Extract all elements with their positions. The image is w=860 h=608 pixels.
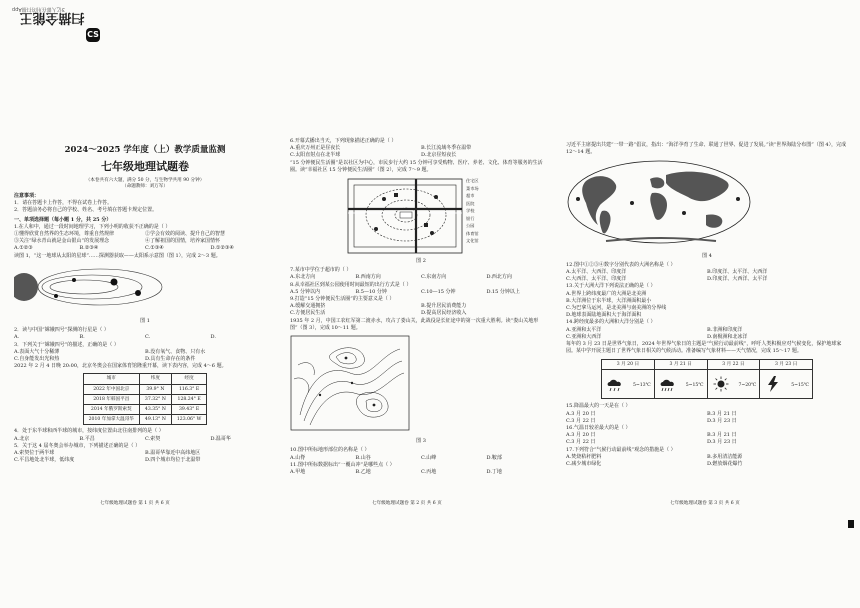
question-12-options bbox=[566, 269, 848, 283]
option: C.3 月 22 日 bbox=[566, 417, 596, 424]
option: A.表面大气十分稀薄 bbox=[14, 348, 60, 355]
option: B.没有氧气、食物、只有水 bbox=[145, 348, 206, 355]
legend-item: 银行 bbox=[466, 215, 475, 221]
cell: 39.43° E bbox=[171, 405, 207, 415]
table-row bbox=[83, 415, 207, 425]
community-map bbox=[346, 177, 464, 255]
question-8: 8.从幸福社区到某公园使用时间最短的出行方式是（ ） bbox=[290, 281, 412, 288]
page-3-footer: 七年级地理试题卷 第 3 页 共 6 页 bbox=[670, 501, 740, 506]
app-name: 扫描全能王 bbox=[19, 10, 85, 25]
question-11-options bbox=[290, 469, 552, 476]
option: B.多用清洁能源 bbox=[707, 453, 743, 460]
cell: 128.24° E bbox=[171, 394, 207, 404]
question-2: 2．读与中国“嫦娥四号”探测的行星是（ ） bbox=[14, 327, 109, 334]
option: D.3 月 23 日 bbox=[707, 439, 737, 446]
option: C.东南方向 bbox=[421, 274, 447, 281]
option: D.丁地 bbox=[486, 469, 502, 476]
question-9-options bbox=[290, 303, 552, 317]
cloud-rain-icon bbox=[605, 378, 627, 392]
option: D.西北方向 bbox=[486, 274, 512, 281]
legend-item: 医院 bbox=[466, 200, 475, 206]
option: B.印度洋、太平洋、大西洋 bbox=[707, 269, 768, 276]
option: C.丙地 bbox=[421, 469, 437, 476]
option: D.印度洋、大西洋、太平洋 bbox=[707, 276, 768, 283]
contour-map-figure bbox=[290, 335, 410, 431]
app-tagline: 3亿人都在用的扫描App bbox=[12, 6, 65, 12]
community-map-figure bbox=[346, 177, 496, 255]
question-8-options bbox=[290, 289, 552, 296]
option: C.①③④ bbox=[145, 245, 164, 252]
option: D.提高居民经济收入 bbox=[421, 310, 467, 317]
weather-date: 3 月 23 日 bbox=[760, 360, 812, 370]
option: C.大西洋、太平洋、印度洋 bbox=[566, 276, 627, 283]
weather-cell bbox=[602, 370, 654, 398]
weather-cell bbox=[655, 370, 707, 398]
question-6: 6.开幕式播出当天，下列现象描述正确的是（ ） bbox=[290, 138, 397, 144]
passage-4-6: 2022 年 2 月 4 日晚 20:00，北京冬奥会在国家体育馆隆重开幕，读下表内容，完成 4～6 题。 bbox=[14, 363, 227, 370]
option: C.山峰 bbox=[421, 454, 437, 461]
question-4: 4．处于东半球和西半球的城市，按纬度位置由北往南排列的是（ ） bbox=[14, 428, 164, 435]
notice-item: 1．请在答题卡上作答，不得在试卷上作答。 bbox=[14, 200, 113, 207]
option: B.3 月 21 日 bbox=[707, 410, 737, 417]
option: A.世界上跨纬度最广的大洲是北美洲 bbox=[566, 290, 647, 297]
option: B.西南方向 bbox=[355, 274, 381, 281]
passage-10-11: 1935 年 2 月，中国工农红军第二渡赤水，攻占了娄山关，此战役是长征途中的第一次重大胜利。读“娄山关地形图”（图 3），完成 10～11 题。 bbox=[290, 317, 539, 331]
question-15: 15.降温最大的一天是在（ ） bbox=[566, 403, 631, 410]
table-row bbox=[83, 394, 207, 404]
page-3 bbox=[566, 142, 848, 468]
scan-edge-marker bbox=[848, 520, 854, 528]
cell: 2010 年加拿大温哥华 bbox=[83, 415, 139, 425]
table-header: 经度 bbox=[171, 374, 207, 384]
weather-temp: 5~13℃ bbox=[632, 383, 651, 389]
question-3-options bbox=[14, 349, 276, 363]
question-3: 3．下列关于“嫦娥四号”的描述，正确的是（ ） bbox=[14, 341, 119, 348]
world-map-figure bbox=[566, 159, 752, 245]
weather-day bbox=[708, 360, 761, 398]
option: D.具有生命存在的条件 bbox=[145, 356, 196, 363]
question-17: 17.下列符合“气候行动最前线”观念的措施是（ ） bbox=[566, 446, 676, 453]
option: A. bbox=[14, 334, 20, 341]
option: B.3 月 21 日 bbox=[707, 432, 737, 439]
option: B.5—10 分钟 bbox=[355, 288, 387, 295]
option: C.亚洲和大西洋 bbox=[566, 333, 602, 340]
option: A.太平洋、大西洋、印度洋 bbox=[566, 269, 627, 276]
option: A.甲地 bbox=[290, 469, 306, 476]
question-7-options bbox=[290, 274, 552, 281]
lightning-icon bbox=[766, 376, 780, 392]
option: D.鞍部 bbox=[486, 454, 502, 461]
olympic-city-table bbox=[83, 373, 208, 425]
option: C.方便居民生活 bbox=[290, 310, 326, 317]
legend-item: 公园 bbox=[466, 223, 475, 229]
question-15-options bbox=[566, 411, 848, 425]
statement: ③关注“绿水青山就是金山银山”的发展理念 bbox=[14, 238, 110, 245]
option: A.缓解交通拥挤 bbox=[290, 303, 326, 310]
option: A.①②③ bbox=[14, 245, 33, 252]
option: B.乙地 bbox=[355, 469, 371, 476]
cell: 43.35° N bbox=[139, 405, 171, 415]
question-2-options bbox=[14, 334, 276, 341]
question-4-options bbox=[14, 436, 276, 443]
weather-day bbox=[655, 360, 708, 398]
option: D.15 分钟以上 bbox=[486, 288, 520, 295]
option: C.自身能发出光和热 bbox=[14, 356, 60, 363]
legend-item: 超市 bbox=[466, 193, 475, 199]
option: D.①②③④ bbox=[210, 245, 234, 252]
cell: 39.9° N bbox=[139, 384, 171, 394]
statement: ②学会有效的阅读、提升自己的智慧 bbox=[145, 231, 226, 238]
question-9: 9.打造“15 分钟便民生活圈”的主要意义是（ ） bbox=[290, 296, 395, 303]
question-10: 10.图中所标地形部位的名称是（ ） bbox=[290, 447, 370, 454]
option: B.②③④ bbox=[79, 245, 99, 252]
option: B.山谷 bbox=[355, 454, 371, 461]
cell: 37.32° N bbox=[139, 394, 171, 404]
legend-item: 菜市场 bbox=[466, 185, 479, 191]
map-legend bbox=[466, 177, 479, 245]
passage-2-3: 读图 1，“这一地球从太阳的星球”……探测器获取——太阳系示意图（图 1），完成 2～3 题。 bbox=[14, 252, 221, 259]
section-heading: 一、单项选择题（每小题 1 分，共 25 分） bbox=[14, 216, 112, 223]
passage-7-9: “15 分钟便民生活圈”是以社区为中心，市民步行大约 15 分钟可享受购物、医疗、养老、文化、体育等服务的生活圈。读“幸福社区 15 分钟便民生活圈”（图 2），完成 7～9 题。 bbox=[290, 159, 543, 173]
exam-title: 七年级地理试题卷 bbox=[101, 160, 189, 173]
question-16-options bbox=[566, 432, 848, 446]
option: A.亚洲和太平洋 bbox=[566, 326, 602, 333]
weather-forecast-table bbox=[601, 359, 813, 399]
page-2-footer: 七年级地理试题卷 第 2 页 共 6 页 bbox=[372, 501, 442, 506]
legend-item: 文化馆 bbox=[466, 238, 479, 244]
statement: ①懂得欣赏自然界的生态环境，尊重自然规律 bbox=[14, 231, 115, 238]
legend-item: 体育馆 bbox=[466, 230, 479, 236]
page-1 bbox=[14, 138, 276, 464]
legend-item: 学校 bbox=[466, 208, 475, 214]
question-11: 11.图中所标数据标出“一覆山冲”是哪些点（ ） bbox=[290, 461, 395, 468]
table-header: 纬度 bbox=[139, 374, 171, 384]
figure-1-caption: 图 1 bbox=[140, 318, 150, 325]
page-2 bbox=[290, 138, 552, 476]
option: A.3 月 20 日 bbox=[566, 410, 596, 417]
sun-icon bbox=[14, 273, 38, 301]
rain-icon bbox=[658, 378, 680, 392]
question-13: 13.关于大洲大洋下列说法正确的是（ ） bbox=[566, 283, 656, 290]
question-6-options bbox=[290, 145, 552, 159]
option: C.太阳直射点在北半球 bbox=[290, 152, 341, 159]
figure-3-caption: 图 3 bbox=[416, 438, 426, 445]
option: C.平昌地处北半球，低纬度 bbox=[14, 457, 75, 464]
option: C.3 月 22 日 bbox=[566, 439, 596, 446]
option: D. bbox=[210, 334, 216, 341]
weather-temp: 5~15℃ bbox=[685, 383, 704, 389]
passage-15-17: 每年的 3 月 23 日是世界气象日，2024 年世界气象日的主题是“气候行动最前线”，呼吁人类积极应对气候变化，保护地球家园。某中学开展主题日了世界气象日相关的气候活动。准备编写气象材料——天气情况，完成 15～17 题。 bbox=[566, 341, 842, 355]
option: A.焚烧秸秆肥料 bbox=[566, 453, 602, 460]
page-1-footer: 七年级地理试题卷 第 1 页 共 6 页 bbox=[100, 501, 170, 506]
weather-cell bbox=[760, 370, 812, 398]
question-16: 16.气温日较差最大的是（ ） bbox=[566, 425, 631, 432]
exam-year-title: 2024～2025 学年度（上）教学质量监测 bbox=[64, 145, 226, 155]
option: B. bbox=[79, 334, 85, 341]
weather-day bbox=[602, 360, 655, 398]
question-7: 7.某市中学位于超市的（ ） bbox=[290, 267, 352, 274]
option: D.四个城市均位于北温带 bbox=[145, 457, 201, 464]
weather-day bbox=[760, 360, 812, 398]
notice-heading: 注意事项： bbox=[14, 193, 40, 199]
option: A.北京 bbox=[14, 435, 30, 442]
option: D.温哥华 bbox=[210, 435, 231, 442]
weather-cell bbox=[708, 370, 760, 398]
weather-temp: 7~20℃ bbox=[738, 383, 757, 389]
option: C. bbox=[145, 334, 151, 341]
question-14-options bbox=[566, 327, 848, 341]
question-14: 14.跨经度最多的大洲和大洋分别是（ ） bbox=[566, 319, 656, 326]
option: A.索契位于两半球 bbox=[14, 450, 55, 457]
question-17-options bbox=[566, 454, 848, 468]
solar-system-figure bbox=[14, 263, 164, 311]
option: A.3 月 20 日 bbox=[566, 432, 596, 439]
weather-date: 3 月 21 日 bbox=[655, 360, 707, 370]
question-1: 1.在人和中，通过一段时间地理学习，下列小明的收获不正确的是（ ） bbox=[14, 223, 171, 230]
option: A.5 分钟以内 bbox=[290, 288, 320, 295]
option: C.为巴拿马运河，是北美洲与南美洲的分界线 bbox=[566, 305, 667, 312]
option: D.燃放烟花爆竹 bbox=[707, 461, 743, 468]
option: B.平昌 bbox=[79, 435, 95, 442]
cell: 2014 年俄罗斯索契 bbox=[83, 405, 139, 415]
option: A.山脊 bbox=[290, 454, 306, 461]
option: C.减少城市绿化 bbox=[566, 461, 602, 468]
cell: 116.3° E bbox=[171, 384, 207, 394]
table-row bbox=[83, 384, 207, 394]
question-5: 5．关于这 4 届冬奥会举办城市，下列描述正确的是（ ） bbox=[14, 442, 141, 449]
exam-author: （命题教师：刘万军） bbox=[122, 184, 168, 189]
cs-logo-icon: CS bbox=[86, 28, 100, 42]
option: A.重庆万州正是昼夜长 bbox=[290, 145, 341, 152]
option: D.南极洲和北冰洋 bbox=[707, 333, 748, 340]
question-5-options bbox=[14, 450, 276, 464]
table-header: 城市 bbox=[83, 374, 139, 384]
option: B.非洲和印度洋 bbox=[707, 326, 743, 333]
app-logo bbox=[8, 8, 100, 44]
weather-date: 3 月 22 日 bbox=[708, 360, 760, 370]
weather-temp: 5~15℃ bbox=[791, 383, 809, 389]
option: B.长江流域冬季在温带 bbox=[421, 145, 472, 152]
cell: 2018 年韩国平昌 bbox=[83, 394, 139, 404]
question-13-options bbox=[566, 291, 848, 320]
table-row bbox=[83, 405, 207, 415]
figure-4-caption: 图 4 bbox=[702, 252, 712, 259]
option: B.大洋洲位于东半球，大洋洲面积最小 bbox=[566, 297, 652, 304]
cell: 123.06° W bbox=[171, 415, 207, 425]
option: B.提升居民消费能力 bbox=[421, 303, 467, 310]
statement: ④了解祖国的国情，培养家国情怀 bbox=[145, 238, 221, 245]
weather-date: 3 月 20 日 bbox=[602, 360, 654, 370]
cell: 49.13° N bbox=[139, 415, 171, 425]
option: A.东北方向 bbox=[290, 274, 316, 281]
question-10-options bbox=[290, 455, 552, 462]
sun-icon bbox=[713, 376, 729, 392]
figure-2-caption: 图 2 bbox=[416, 258, 426, 265]
legend-item: 住宅区 bbox=[466, 178, 479, 184]
option: D.3 月 23 日 bbox=[707, 417, 737, 424]
passage-12-14: 习近平主席提出共建“一带一路”倡议，指出：“海洋孕育了生命、联通了世界、促进了发展。”读“世界海陆分布图”（图 4），完成 12～14 题。 bbox=[566, 142, 847, 156]
option: D.北京昼短夜长 bbox=[421, 152, 457, 159]
option: D.地球表面陆地面积大于海洋面积 bbox=[566, 312, 642, 319]
question-1-statements bbox=[14, 231, 276, 245]
notice-item: 2．答题前务必将自己的学校、姓名、考号填在答题卡规定位置。 bbox=[14, 207, 158, 214]
option: B.温哥华靠近中高纬地区 bbox=[145, 450, 201, 457]
cell: 2022 年中国北京 bbox=[83, 384, 139, 394]
option: C.索契 bbox=[145, 435, 161, 442]
question-12: 12.图中①②③④数字分别代表的大洲名称是（ ） bbox=[566, 261, 676, 268]
question-1-options bbox=[14, 245, 276, 252]
exam-info: （本卷共有六大题，满分 50 分，与生物学共用 90 分钟） bbox=[85, 178, 205, 183]
option: C.10—15 分钟 bbox=[421, 288, 456, 295]
